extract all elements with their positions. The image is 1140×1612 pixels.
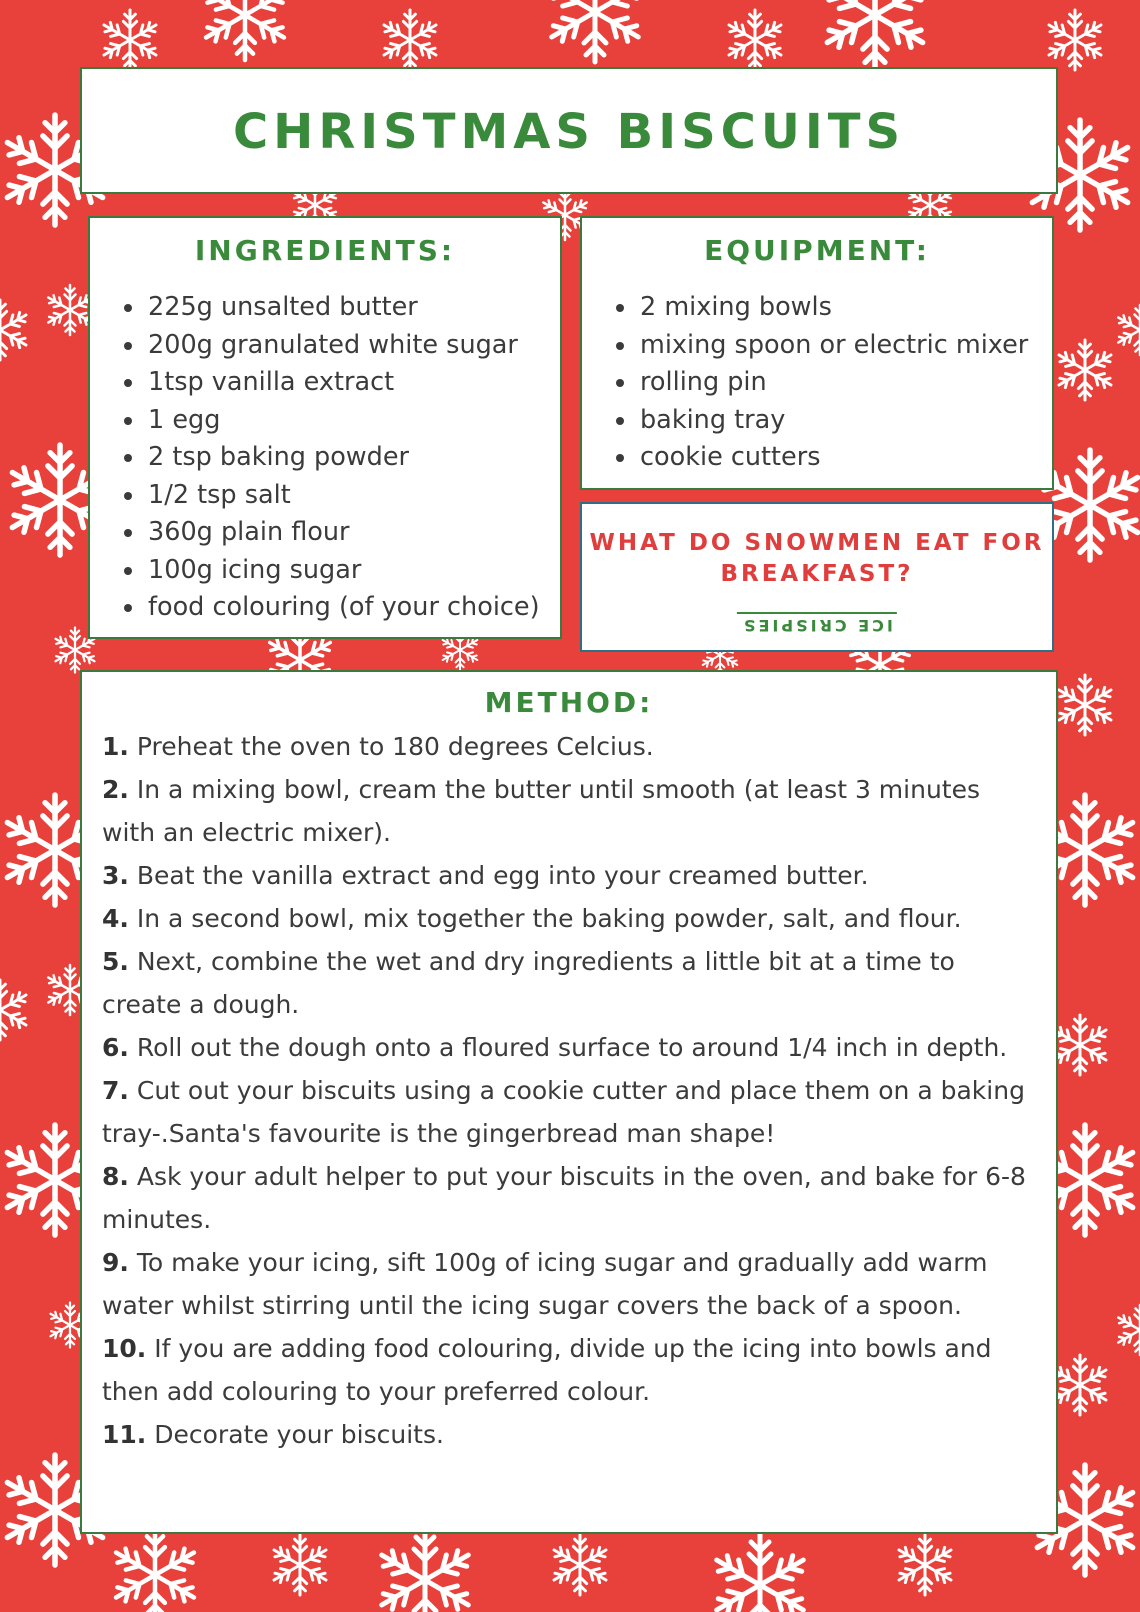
- list-item: • 225g unsalted butter: [146, 289, 560, 327]
- joke-question: WHAT DO SNOWMEN EAT FOR BREAKFAST?: [589, 530, 1045, 587]
- list-item: • mixing spoon or electric mixer: [638, 327, 1052, 365]
- list-item: • 1tsp vanilla extract: [146, 364, 560, 402]
- method-step: [102, 854, 1034, 897]
- step-text: In a second bowl, mix together the baking powder, salt, and flour.: [136, 904, 962, 933]
- method-step: [102, 1069, 1034, 1155]
- step-number: 3.: [102, 861, 129, 890]
- step-number: 6.: [102, 1033, 129, 1062]
- list-item: • cookie cutters: [638, 439, 1052, 477]
- step-text: Ask your adult helper to put your biscuits in the oven, and bake for 6-8 minutes.: [102, 1162, 1026, 1234]
- step-number: 9.: [102, 1248, 129, 1277]
- joke-answer-upside-down: [582, 612, 1052, 635]
- page-title: CHRISTMAS BISCUITS: [232, 104, 906, 160]
- list-item: • rolling pin: [638, 364, 1052, 402]
- method-step: [102, 1327, 1034, 1413]
- joke-answer: ICE CRISPIES: [737, 612, 897, 635]
- step-text: Beat the vanilla extract and egg into your creamed butter.: [136, 861, 869, 890]
- step-number: 10.: [102, 1334, 147, 1363]
- equipment-heading: EQUIPMENT:: [704, 234, 930, 267]
- step-number: 4.: [102, 904, 129, 933]
- list-item: • 1/2 tsp salt: [146, 477, 560, 515]
- joke-card: [580, 502, 1054, 652]
- method-card: [80, 670, 1058, 1534]
- step-number: 8.: [102, 1162, 129, 1191]
- step-number: 5.: [102, 947, 129, 976]
- list-item: • 100g icing sugar: [146, 552, 560, 590]
- equipment-list: [582, 289, 1052, 477]
- list-item: • 2 mixing bowls: [638, 289, 1052, 327]
- equipment-card: [580, 216, 1054, 490]
- step-text: In a mixing bowl, cream the butter until smooth (at least 3 minutes with an electric mixer).: [102, 775, 980, 847]
- list-item: • food colouring (of your choice): [146, 589, 560, 627]
- list-item: • 1 egg: [146, 402, 560, 440]
- list-item: • 2 tsp baking powder: [146, 439, 560, 477]
- ingredients-heading: INGREDIENTS:: [194, 234, 456, 267]
- method-step: [102, 725, 1034, 768]
- list-item: • baking tray: [638, 402, 1052, 440]
- step-number: 7.: [102, 1076, 129, 1105]
- method-step: [102, 1413, 1034, 1456]
- step-text: Preheat the oven to 180 degrees Celcius.: [136, 732, 654, 761]
- method-steps: [82, 725, 1056, 1456]
- step-text: Next, combine the wet and dry ingredients a little bit at a time to create a dough.: [102, 947, 955, 1019]
- step-text: Cut out your biscuits using a cookie cutter and place them on a baking tray-.Santa's favourite is the gingerbread man shape!: [102, 1076, 1025, 1148]
- step-text: Roll out the dough onto a floured surface to around 1/4 inch in depth.: [136, 1033, 1008, 1062]
- list-item: • 200g granulated white sugar: [146, 327, 560, 365]
- step-number: 2.: [102, 775, 129, 804]
- method-heading: METHOD:: [484, 686, 654, 719]
- method-step: [102, 897, 1034, 940]
- method-step: [102, 1026, 1034, 1069]
- method-step: [102, 768, 1034, 854]
- step-number: 11.: [102, 1420, 147, 1449]
- list-item: • 360g plain flour: [146, 514, 560, 552]
- ingredients-list: [90, 289, 560, 627]
- ingredients-card: [88, 216, 562, 639]
- step-text: To make your icing, sift 100g of icing sugar and gradually add warm water whilst stirring until the icing sugar covers the back of a spoon.: [102, 1248, 988, 1320]
- method-step: [102, 1241, 1034, 1327]
- step-text: If you are adding food colouring, divide up the icing into bowls and then add colouring to your preferred colour.: [102, 1334, 992, 1406]
- step-number: 1.: [102, 732, 129, 761]
- title-card: [80, 67, 1058, 194]
- step-text: Decorate your biscuits.: [154, 1420, 444, 1449]
- method-step: [102, 1155, 1034, 1241]
- method-step: [102, 940, 1034, 1026]
